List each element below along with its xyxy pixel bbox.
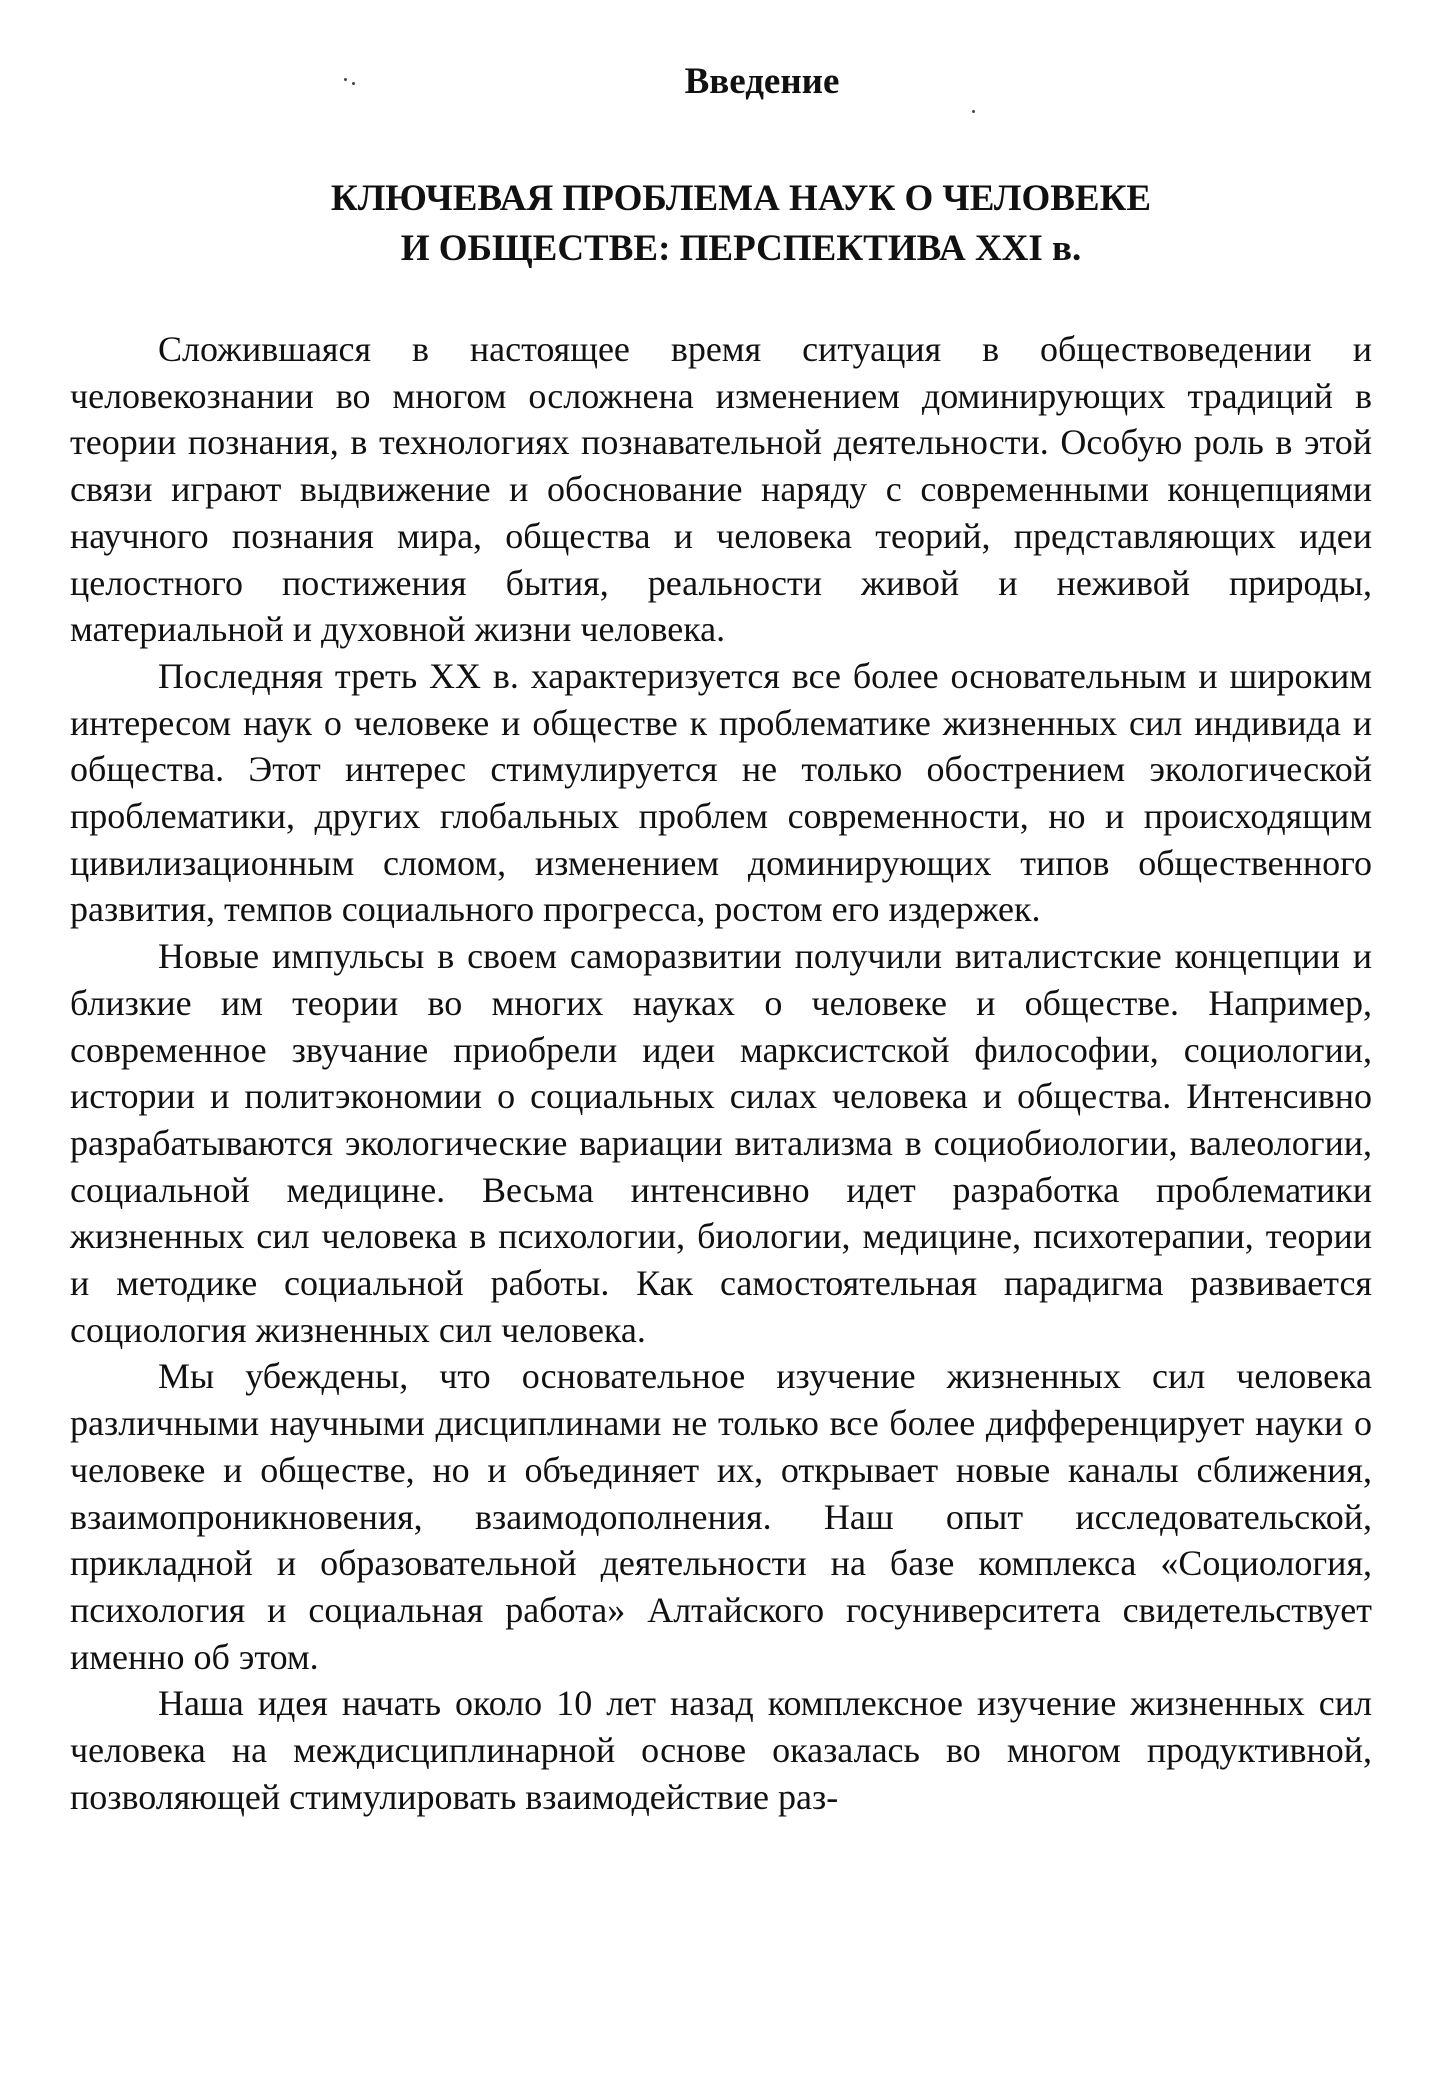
chapter-title [70, 174, 1372, 274]
scan-speck [972, 110, 975, 113]
paragraph-1: Сложившаяся в настоящее время ситуация в обществоведении и человекознании во многом осложнена изменением доминирующих традиций в теории познания, в технологиях познавательной деятельности. Особую роль в этой связи играют выдвижение и обоснование наряду с современными концепциями научного познания мира, общества и человека теорий, представляющих идеи целостного постижения бытия, реальности живой и неживой природы, материальной и духовной жизни человека. [70, 329, 1372, 650]
body-text [70, 326, 1372, 1821]
paragraph-5: Наша идея начать около 10 лет назад комплексное изучение жизненных сил человека на междисциплинарной основе оказалась во многом продуктивной, позволяющей стимулировать взаимодействие раз- [70, 1683, 1372, 1817]
paragraph-3: Новые импульсы в своем саморазвитии получили виталистские концепции и близкие им теории во многих науках о человеке и обществе. Например, современное звучание приобрели идеи марксистской философии, социологии, истории и политэкономии о социальных силах человека и общества. Интенсивно разрабатываются экологические вариации витализма в социобиологии, валеологии, социальной медицине. Весьма интенсивно идет разработка проблематики жизненных сил человека в психологии, биологии, медицине, психотерапии, теории и методике социальной работы. Как самостоятельная парадигма развивается социология жизненных сил человека. [70, 936, 1372, 1350]
chapter-title-line-2: И ОБЩЕСТВЕ: ПЕРСПЕКТИВА XXI в. [400, 228, 1082, 269]
scan-speck [352, 82, 355, 85]
section-label: Введение [684, 61, 840, 102]
chapter-title-line-1: КЛЮЧЕВАЯ ПРОБЛЕМА НАУК О ЧЕЛОВЕКЕ [330, 178, 1152, 219]
scan-speck [344, 78, 347, 81]
paragraph-2: Последняя треть XX в. характеризуется все более основательным и широким интересом наук о человеке и обществе к проблематике жизненных сил индивида и общества. Этот интерес стимулируется не только обострением экологической проблематики, других глобальных проблем современности, но и происходящим цивилизационным сломом, изменением доминирующих типов общественного развития, темпов социального прогресса, ростом его издержек. [70, 655, 1372, 930]
paragraph-4: Мы убеждены, что основательное изучение жизненных сил человека различными научными дисциплинами не только все более дифференцирует науки о человеке и обществе, но и объединяет их, открывает новые каналы сближения, взаимопроникновения, взаимодополнения. Наш опыт исследовательской, прикладной и образовательной деятельности на базе комплекса «Социология, психология и социальная работа» Алтайского госуниверситета свидетельствует именно об этом. [70, 1356, 1372, 1677]
